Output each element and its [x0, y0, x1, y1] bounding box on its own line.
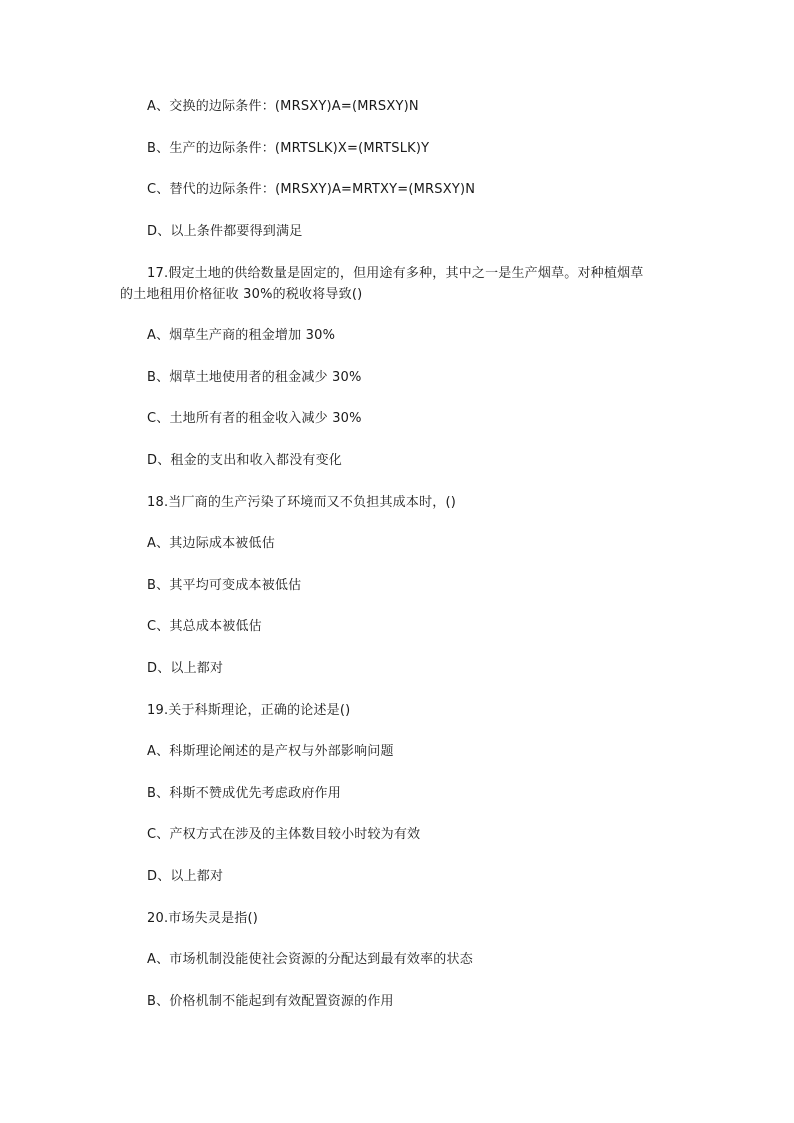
- q20-option-b: B、价格机制不能起到有效配置资源的作用: [147, 994, 394, 1009]
- q17-option-d: D、租金的支出和收入都没有变化: [147, 453, 343, 468]
- q16-option-c: C、替代的边际条件：(MRSXY)A=MRTXY=(MRSXY)N: [147, 182, 476, 197]
- q16-option-d: D、以上条件都要得到满足: [147, 224, 303, 239]
- q17-option-c: C、土地所有者的租金收入减少 30%: [147, 411, 362, 426]
- q18-option-a: A、其边际成本被低估: [147, 536, 275, 551]
- q17-option-a: A、烟草生产商的租金增加 30%: [147, 328, 336, 343]
- q19-question: 19.关于科斯理论，正确的论述是(): [147, 703, 351, 718]
- q20-question: 20.市场失灵是指(): [147, 911, 259, 926]
- q18-option-b: B、其平均可变成本被低估: [147, 578, 302, 593]
- q19-option-d: D、以上都对: [147, 869, 224, 884]
- q16-option-b: B、生产的边际条件：(MRTSLK)X=(MRTSLK)Y: [147, 141, 430, 156]
- q18-option-c: C、其总成本被低估: [147, 619, 262, 634]
- q17-option-b: B、烟草土地使用者的租金减少 30%: [147, 370, 362, 385]
- q17-question-continued: 的土地租用价格征收 30%的税收将导致(): [120, 287, 363, 302]
- q16-option-a: A、交换的边际条件：(MRSXY)A=(MRSXY)N: [147, 99, 419, 114]
- q19-option-c: C、产权方式在涉及的主体数目较小时较为有效: [147, 827, 421, 842]
- q19-option-a: A、科斯理论阐述的是产权与外部影响问题: [147, 744, 394, 759]
- q18-option-d: D、以上都对: [147, 661, 224, 676]
- q19-option-b: B、科斯不赞成优先考虑政府作用: [147, 786, 341, 801]
- q18-question: 18.当厂商的生产污染了环境而又不负担其成本时，(): [147, 495, 457, 510]
- q17-question: 17.假定土地的供给数量是固定的，但用途有多种，其中之一是生产烟草。对种植烟草: [147, 266, 644, 281]
- q20-option-a: A、市场机制没能使社会资源的分配达到最有效率的状态: [147, 952, 473, 967]
